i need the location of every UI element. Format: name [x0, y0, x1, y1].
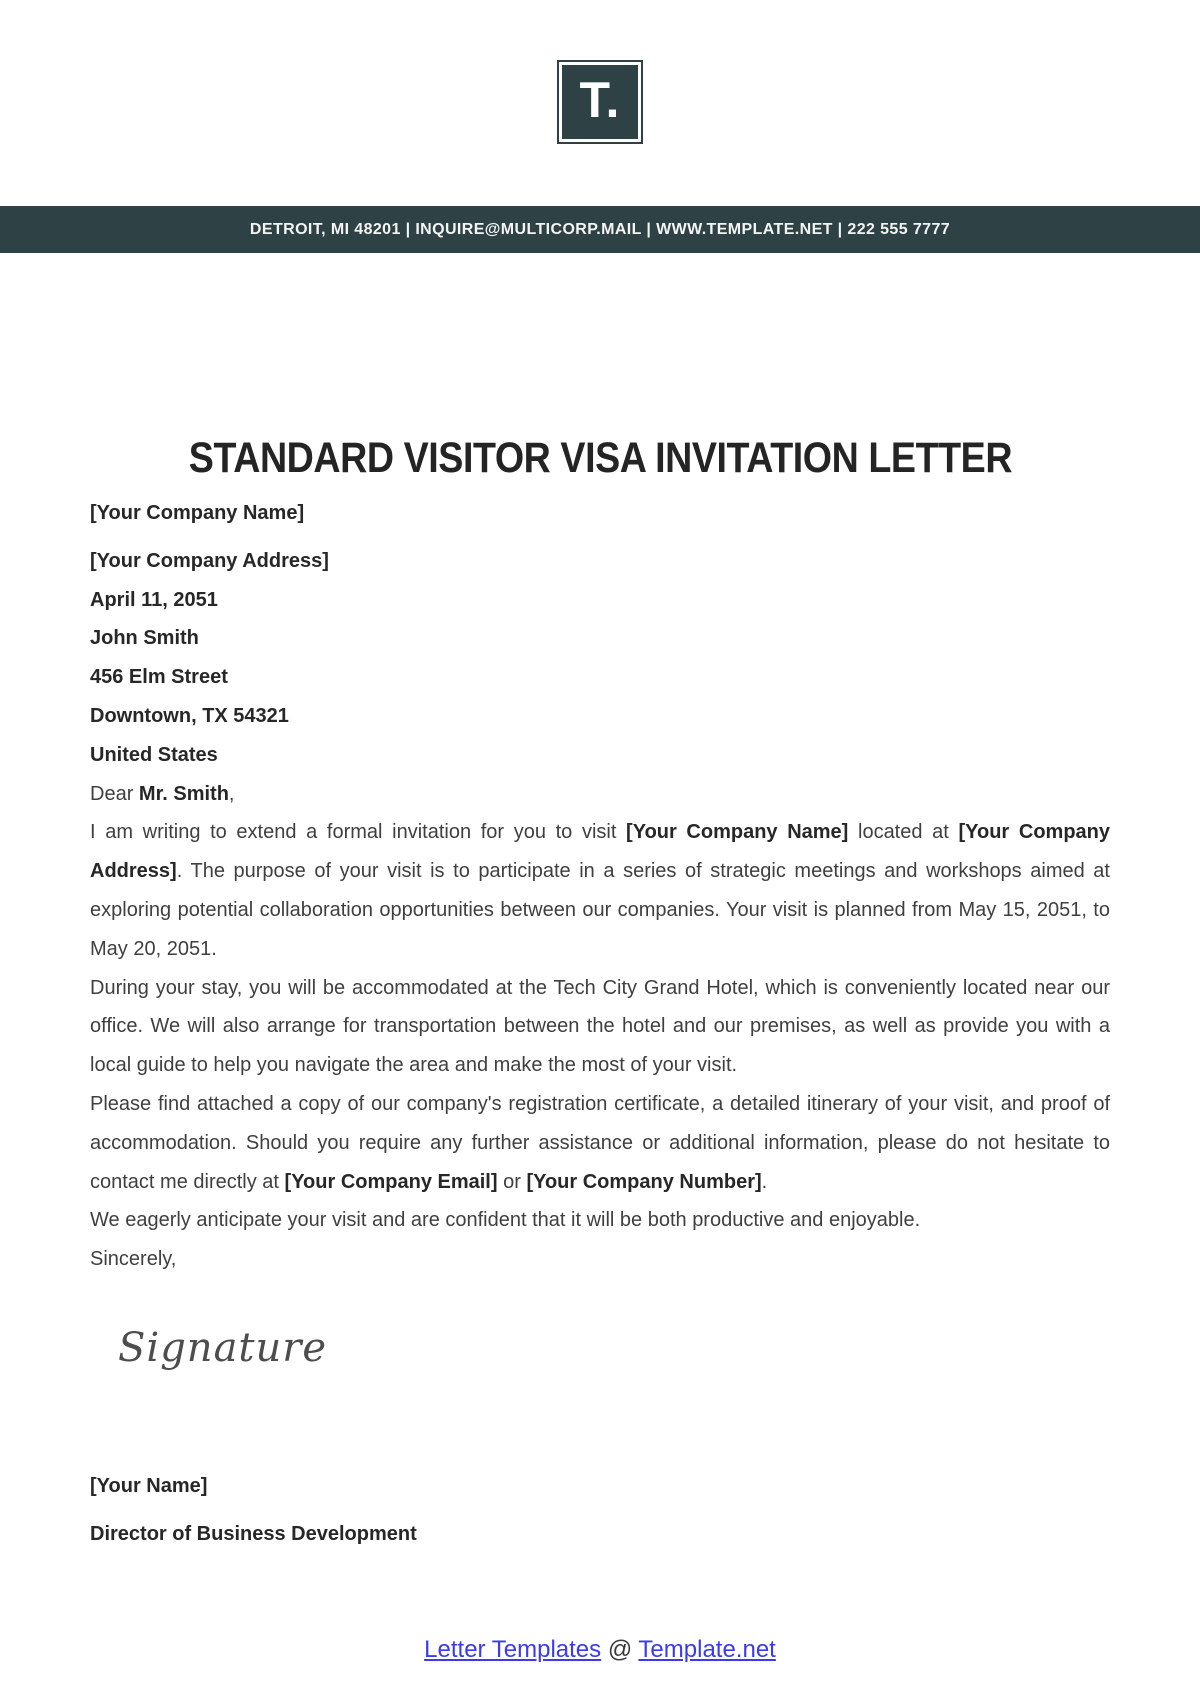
template-net-link[interactable]: Template.net — [638, 1636, 776, 1663]
paragraph-attachments — [90, 1085, 1110, 1201]
text-segment: We eagerly anticipate your visit and are confident that it will be both productive and enjoyable. — [90, 1209, 921, 1232]
template-net-logo — [557, 60, 643, 144]
text-segment: [Your Company Number] — [526, 1170, 762, 1193]
signature-script: Signature — [118, 1324, 328, 1371]
footer-attribution — [0, 1636, 1200, 1664]
letter-title-text: STANDARD VISITOR VISA INVITATION LETTER — [188, 434, 1012, 482]
paragraph-invitation — [90, 813, 1110, 968]
text-segment: Mr. Smith — [138, 782, 229, 805]
recipient-name-line: John Smith — [90, 627, 199, 650]
contact-info-text: DETROIT, MI 48201 | INQUIRE@MULTICORP.MAIL | WWW.TEMPLATE.NET | 222 555 7777 — [249, 220, 951, 238]
signer-title: Director of Business Development — [90, 1522, 417, 1545]
logo-letter-icon — [562, 65, 638, 139]
text-segment: I am writing to extend a formal invitation for you to visit — [90, 821, 627, 844]
text-segment: During your stay, you will be accommodated at the Tech City Grand Hotel, which is conveniently located near our office. We will also arrange for transportation between the hotel and our premises, as well as provide you with a local guide to help you navigate the area and make the most of your visit. — [90, 976, 1110, 1077]
company-name-line: [Your Company Name] — [90, 502, 305, 524]
footer-separator: @ — [601, 1636, 639, 1663]
recipient-country-line: United States — [90, 743, 218, 766]
letter-body — [90, 434, 1110, 1554]
text-segment: Dear — [90, 782, 139, 805]
text-segment: located at — [848, 821, 959, 844]
text-segment: [Your Company Email] — [284, 1170, 498, 1193]
text-segment: . — [761, 1170, 768, 1193]
letter-title — [90, 434, 1110, 482]
paragraph-anticipation — [90, 1201, 1110, 1240]
company-address-line: [Your Company Address] — [90, 549, 329, 572]
closing-line: Sincerely, — [90, 1248, 177, 1271]
recipient-street-line: 456 Elm Street — [90, 666, 228, 689]
paragraph-accommodation — [90, 969, 1110, 1085]
letter-templates-link[interactable]: Letter Templates — [424, 1636, 602, 1663]
salutation — [90, 775, 1110, 814]
recipient-city-line: Downtown, TX 54321 — [90, 704, 289, 727]
text-segment: or — [497, 1170, 527, 1193]
header-contact-bar — [0, 206, 1200, 253]
date-line: April 11, 2051 — [90, 588, 218, 611]
text-segment: . The purpose of your visit is to participate in a series of strategic meetings and workshops aimed at exploring potential collaboration opportunities between our companies. Your visit is planned from May 15, 2051, to May 20, 2051. — [90, 860, 1110, 960]
text-segment: [Your Company Address] — [90, 821, 1110, 883]
text-segment: [Your Company Name] — [626, 821, 849, 844]
logo-letter: T. — [579, 72, 621, 128]
text-segment: Please find attached a copy of our company's registration certificate, a detailed itinerary of your visit, and proof of accommodation. Should you require any further assistance or additional information, please do not hesitate to contact me directly at — [90, 1092, 1110, 1193]
text-segment: , — [228, 782, 235, 805]
signer-name: [Your Name] — [90, 1474, 208, 1497]
